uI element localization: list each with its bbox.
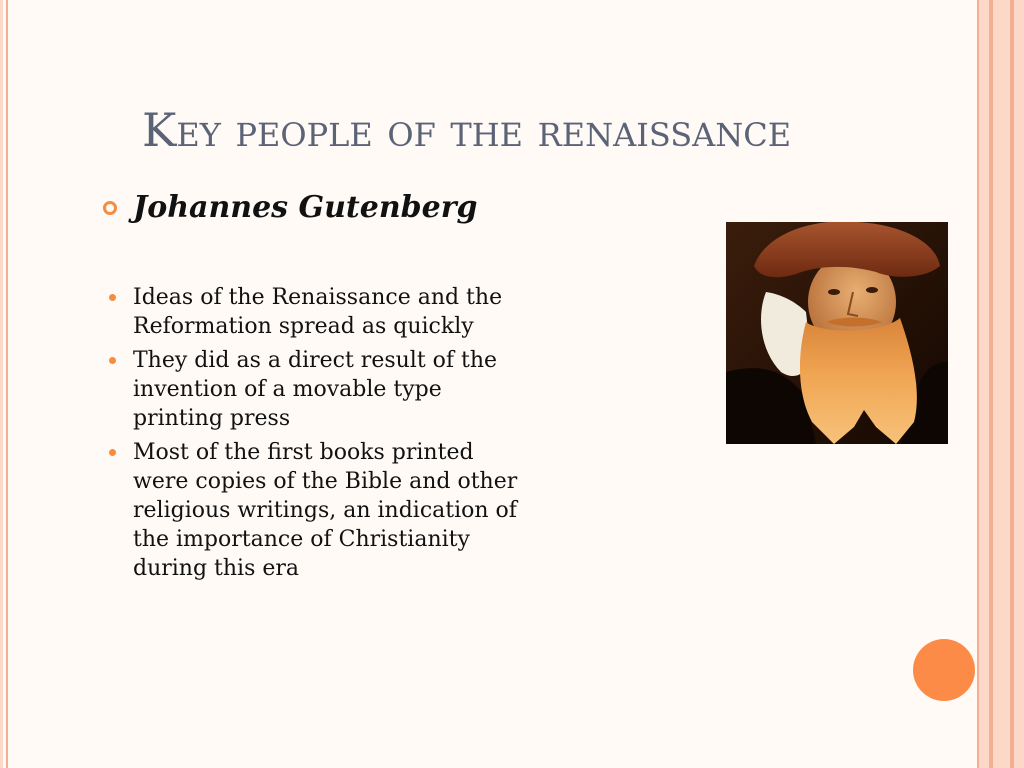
ring-bullet-icon — [103, 201, 117, 215]
list-item-text: They did as a direct result of the invention of a movable type printing press — [133, 348, 498, 431]
right-edge-stripe — [993, 0, 1010, 768]
slide-title: Key people of the renaissance — [142, 103, 792, 157]
dot-bullet-icon — [109, 357, 116, 364]
list-item — [133, 438, 527, 583]
dot-bullet-icon — [109, 449, 116, 456]
sub-bullet-list — [133, 283, 527, 588]
left-edge-band — [0, 0, 3, 768]
dot-bullet-icon — [109, 294, 116, 301]
right-edge-stripe — [1014, 0, 1024, 768]
left-edge-line — [6, 0, 8, 768]
portrait-eye-left — [828, 289, 840, 295]
right-edge-stripe — [979, 0, 989, 768]
list-item — [133, 346, 527, 433]
main-bullet-text: Johannes Gutenberg — [133, 190, 478, 225]
list-item-text: Most of the first books printed were copies of the Bible and other religious writings, an indication of the importance of Christianity during this era — [133, 440, 518, 581]
portrait-eye-right — [866, 287, 878, 293]
decorative-circle — [913, 639, 975, 701]
list-item-text: Ideas of the Renaissance and the Reformation spread as quickly — [133, 285, 503, 339]
list-item — [133, 283, 527, 341]
portrait-image — [726, 222, 948, 444]
